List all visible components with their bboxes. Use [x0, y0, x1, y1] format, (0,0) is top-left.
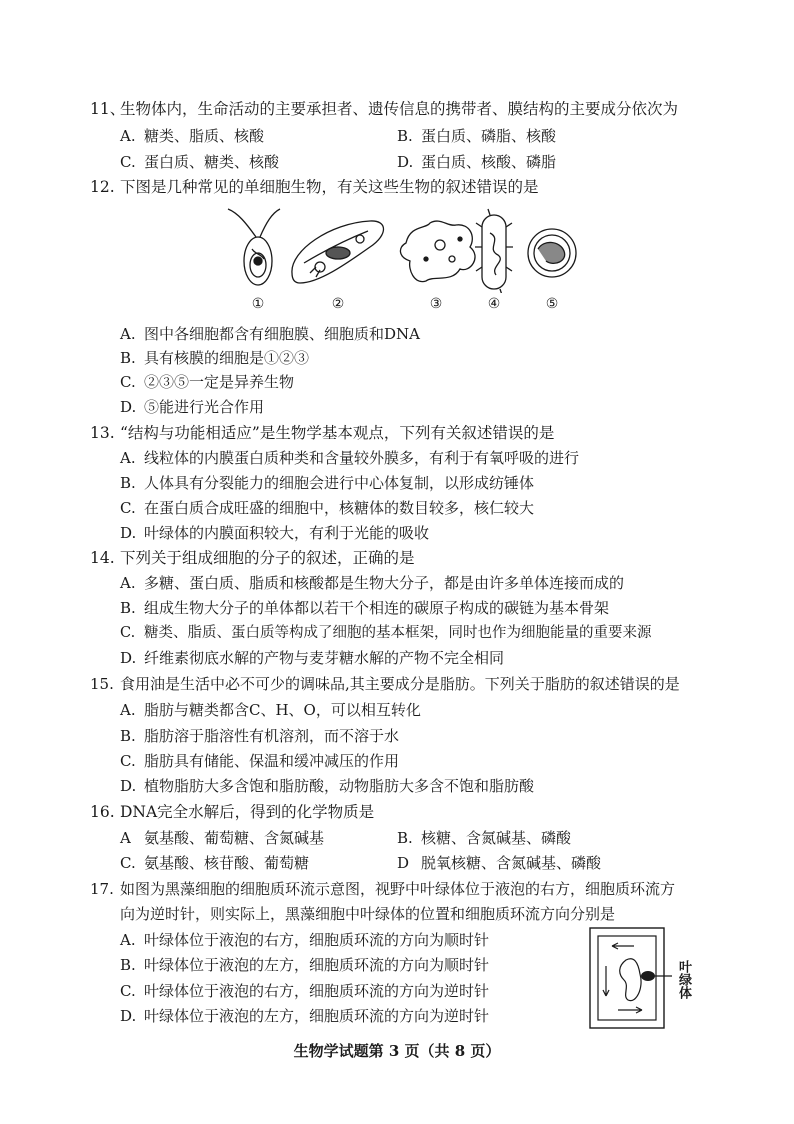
- question-number: 14.: [90, 549, 115, 567]
- page-footer: 生物学试题第 3 页（共 8 页）: [293, 1042, 501, 1060]
- option-d: D. 纤维素彻底水解的产物与麦芽糖水解的产物不完全相同: [120, 649, 505, 667]
- figure-label-5: ⑤: [545, 296, 559, 312]
- option-a: A. 线粒体的内膜蛋白质种类和含量较外膜多，有利于有氧呼吸的进行: [120, 449, 580, 467]
- option-a: A 氨基酸、葡萄糖、含氮碱基: [120, 829, 325, 847]
- option-c: C. 糖类、脂质、蛋白质等构成了细胞的基本框架，同时也作为细胞能量的重要来源: [120, 625, 652, 641]
- option-a: A. 叶绿体位于液泡的右方，细胞质环流的方向为顺时针: [120, 931, 490, 949]
- option-c: C. 在蛋白质合成旺盛的细胞中，核糖体的数目较多，核仁较大: [120, 499, 535, 517]
- question-14: [90, 546, 710, 572]
- option-a: A. 糖类、脂质、核酸: [120, 127, 265, 145]
- question-stem: 下列关于组成细胞的分子的叙述，正确的是: [120, 549, 415, 567]
- option-b: B. 蛋白质、磷脂、核酸: [397, 127, 557, 145]
- option-d: D. 植物脂肪大多含饱和脂肪酸，动物脂肪大多含不饱和脂肪酸: [120, 777, 535, 795]
- option-c: C. 蛋白质、糖类、核酸: [120, 153, 280, 171]
- single-cell-organisms-figure: [220, 203, 580, 323]
- option-b: B. 脂肪溶于脂溶性有机溶剂，而不溶于水: [120, 727, 400, 745]
- figure-label-3: ③: [429, 296, 443, 312]
- option-c: C. ②③⑤一定是异养生物: [120, 373, 295, 391]
- question-stem: “结构与功能相适应”是生物学基本观点，下列有关叙述错误的是: [120, 424, 555, 442]
- option-a: A. 多糖、蛋白质、脂质和核酸都是生物大分子，都是由许多单体连接而成的: [120, 574, 625, 592]
- figure-label-2: ②: [331, 296, 345, 312]
- question-stem: 食用油是生活中必不可少的调味品,其主要成分是脂肪。下列关于脂肪的叙述错误的是: [120, 675, 680, 693]
- chlorella-icon: [528, 229, 576, 277]
- question-stem: 如图为黑藻细胞的细胞质环流示意图，视野中叶绿体位于液泡的右方，细胞质环流方: [120, 880, 676, 898]
- question-11: [90, 97, 710, 123]
- question-number: 17.: [90, 880, 114, 898]
- option-c: C. 叶绿体位于液泡的右方，细胞质环流的方向为逆时针: [120, 982, 490, 1000]
- paramecium-icon: [292, 221, 384, 283]
- question-number: 13.: [90, 424, 115, 442]
- question-13: [90, 421, 710, 447]
- question-15: [90, 672, 710, 698]
- option-a: A. 图中各细胞都含有细胞膜、细胞质和DNA: [120, 325, 420, 343]
- option-b: B. 具有核膜的细胞是①②③: [120, 349, 310, 367]
- option-d: D. 叶绿体位于液泡的左方，细胞质环流的方向为逆时针: [120, 1007, 490, 1025]
- bacterium-icon: [475, 209, 513, 293]
- option-d: D. 蛋白质、核酸、磷脂: [397, 153, 557, 171]
- option-b: B. 核糖、含氮碱基、磷酸: [397, 829, 572, 847]
- chloroplast-label: 叶绿体: [676, 960, 691, 999]
- organisms-drawing: [220, 203, 580, 293]
- question-number: 15.: [90, 675, 114, 693]
- question-stem: 生物体内，生命活动的主要承担者、遗传信息的携带者、膜结构的主要成分依次为: [120, 100, 679, 118]
- amoeba-icon: [400, 221, 475, 282]
- cytoplasmic-streaming-diagram: [588, 926, 698, 1032]
- option-d: D. 叶绿体的内膜面积较大，有利于光能的吸收: [120, 524, 430, 542]
- option-b: B. 组成生物大分子的单体都以若干个相连的碳原子构成的碳链为基本骨架: [120, 599, 610, 617]
- option-a: A. 脂肪与糖类都含C、H、O，可以相互转化: [120, 701, 421, 719]
- chlamydomonas-icon: [228, 209, 280, 285]
- figure-label-4: ④: [487, 296, 501, 312]
- question-17-stem-continued: 向为逆时针，则实际上，黑藻细胞中叶绿体的位置和细胞质环流方向分别是: [120, 905, 616, 923]
- option-b: B. 人体具有分裂能力的细胞会进行中心体复制，以形成纺锤体: [120, 474, 535, 492]
- figure-label-1: ①: [251, 296, 265, 312]
- option-c: C. 脂肪具有储能、保温和缓冲减压的作用: [120, 752, 400, 770]
- question-number: 12.: [90, 178, 115, 196]
- option-c: C. 氨基酸、核苷酸、葡萄糖: [120, 854, 310, 872]
- question-number: 11、: [90, 100, 126, 118]
- option-b: B. 叶绿体位于液泡的左方，细胞质环流的方向为顺时针: [120, 956, 490, 974]
- option-d: D 脱氧核糖、含氮碱基、磷酸: [397, 854, 602, 872]
- question-16: [90, 800, 710, 826]
- question-stem: 下图是几种常见的单细胞生物，有关这些生物的叙述错误的是: [120, 178, 539, 196]
- question-stem: DNA完全水解后，得到的化学物质是: [120, 803, 375, 821]
- question-number: 16.: [90, 803, 115, 821]
- question-12: [90, 175, 710, 201]
- option-d: D. ⑤能进行光合作用: [120, 398, 265, 416]
- question-17: [90, 877, 710, 903]
